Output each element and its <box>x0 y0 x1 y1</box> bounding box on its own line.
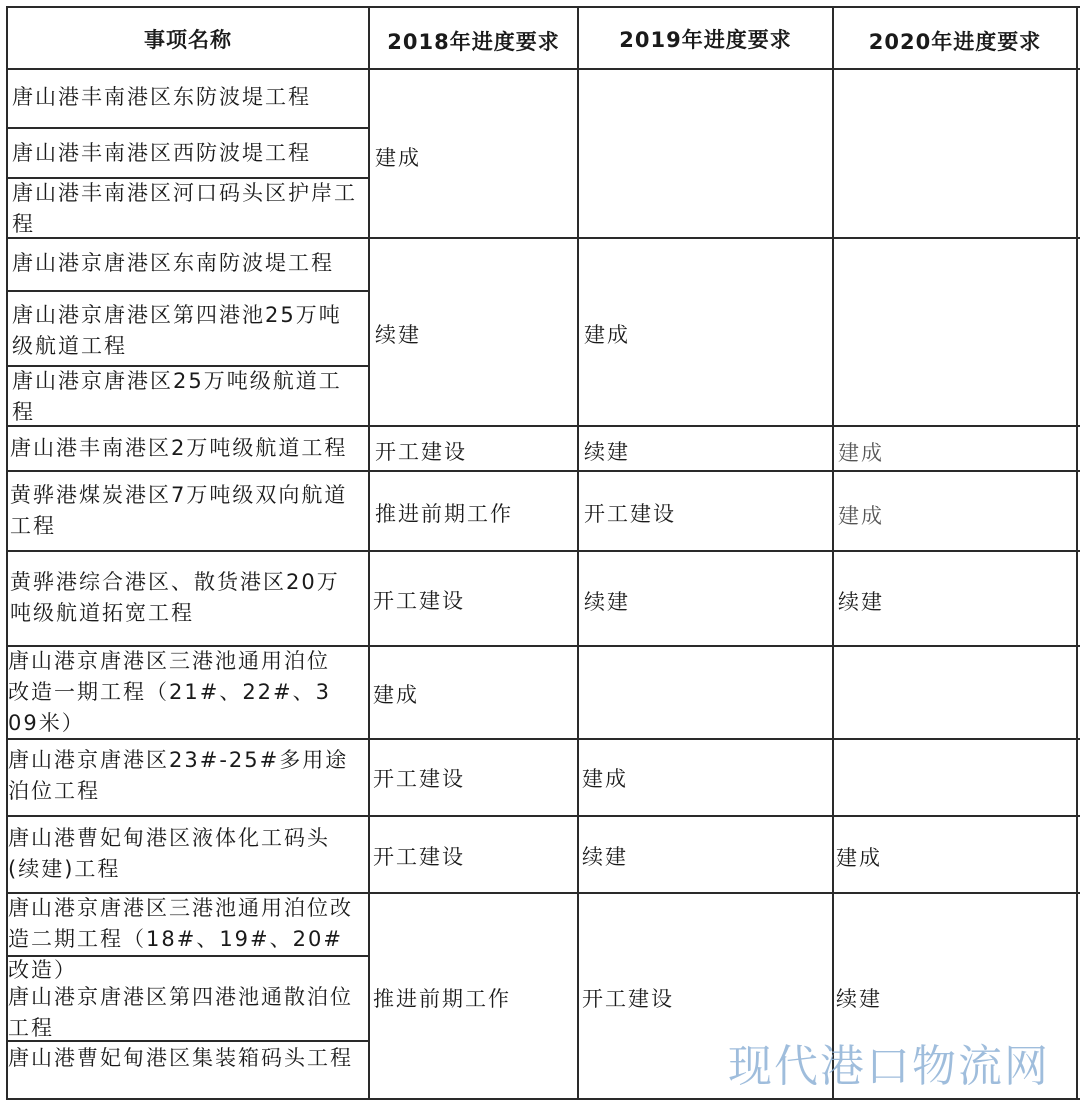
progress-2018: 开工建设 <box>373 589 465 613</box>
row-divider <box>6 550 1080 552</box>
progress-2020: 建成 <box>838 504 884 528</box>
header-2020-progress: 2020年进度要求 <box>868 30 1042 54</box>
row-divider <box>6 290 370 292</box>
progress-2018: 开工建设 <box>373 767 465 791</box>
progress-2020: 建成 <box>836 846 882 870</box>
project-name: 唐山港京唐港区东南防波堤工程 <box>12 251 334 275</box>
progress-2019: 开工建设 <box>584 502 676 526</box>
project-name: 唐山港京唐港区23#-25#多用途泊位工程 <box>8 748 349 803</box>
progress-2018: 开工建设 <box>373 845 465 869</box>
progress-2020: 续建 <box>836 987 882 1011</box>
project-name: 唐山港京唐港区三港池通用泊位改造一期工程（21#、22#、309米） <box>8 649 331 735</box>
column-divider <box>577 6 579 1100</box>
project-name: 唐山港丰南港区西防波堤工程 <box>12 141 311 165</box>
progress-2019: 建成 <box>582 767 628 791</box>
progress-2019: 建成 <box>584 323 630 347</box>
project-name: 唐山港京唐港区第四港池通散泊位工程 <box>8 985 353 1040</box>
progress-2018: 开工建设 <box>375 440 467 464</box>
project-name: 唐山港京唐港区第四港池25万吨级航道工程 <box>12 303 342 358</box>
row-divider <box>6 815 1080 817</box>
row-divider <box>6 470 1080 472</box>
progress-2018: 建成 <box>373 683 419 707</box>
header-2018-progress: 2018年进度要求 <box>387 30 560 54</box>
project-name: 唐山港曹妃甸港区液体化工码头(续建)工程 <box>8 826 330 881</box>
progress-2019: 续建 <box>582 845 628 869</box>
watermark-logo: 现代港口物流网 <box>728 1041 1050 1092</box>
project-name: 唐山港京唐港区三港池通用泊位改造二期工程（18#、19#、20#改造） <box>8 896 353 982</box>
project-name: 黄骅港煤炭港区7万吨级双向航道工程 <box>10 483 348 538</box>
project-name: 唐山港丰南港区东防波堤工程 <box>12 85 311 109</box>
column-divider <box>368 6 370 1100</box>
project-name: 唐山港京唐港区25万吨级航道工程 <box>12 369 342 424</box>
column-divider <box>1076 6 1078 1100</box>
progress-2019: 开工建设 <box>582 987 674 1011</box>
header-2019-progress: 2019年进度要求 <box>619 28 792 52</box>
project-name: 黄骅港综合港区、散货港区20万吨级航道拓宽工程 <box>10 570 340 625</box>
progress-2018: 推进前期工作 <box>375 502 513 526</box>
project-name: 唐山港丰南港区2万吨级航道工程 <box>10 436 348 460</box>
project-name: 唐山港曹妃甸港区集装箱码头工程 <box>8 1046 353 1070</box>
header-item-name: 事项名称 <box>144 28 232 52</box>
progress-2018: 续建 <box>375 323 421 347</box>
table-border-top <box>6 6 1080 8</box>
progress-2019: 续建 <box>584 590 630 614</box>
project-name: 唐山港丰南港区河口码头区护岸工程 <box>12 181 357 236</box>
progress-2020: 续建 <box>838 590 884 614</box>
progress-2018: 建成 <box>375 146 421 170</box>
column-divider <box>832 6 834 1100</box>
table-border-bottom <box>6 1098 1080 1100</box>
row-divider <box>6 127 370 129</box>
progress-2019: 续建 <box>584 440 630 464</box>
header-divider <box>6 68 1080 70</box>
progress-2018: 推进前期工作 <box>373 987 511 1011</box>
progress-2020: 建成 <box>838 441 884 465</box>
